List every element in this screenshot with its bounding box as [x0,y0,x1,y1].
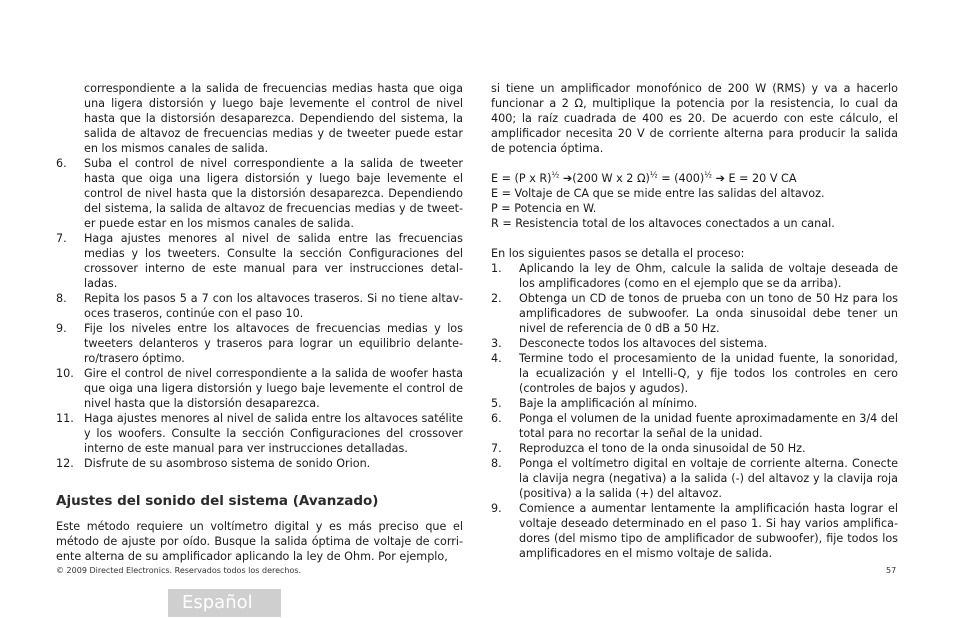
section-heading: Ajustes del sonido del sistema (Avanzado) [56,493,379,509]
step-text: Ponga el voltímetro digital en voltaje de corriente alterna. Conecte la clavija negra (negativa) a la salida (-) del altavoz y la clavija roja (positiva) a la salida (+) del altavoz. [519,457,898,500]
step-text: Termine todo el procesamiento de la unidad fuente, la sonoridad, la ecualización y el Intelli-Q, y fije todos los controles en cero (controles de bajos y agudos). [519,352,898,395]
ohm-formula [491,171,898,186]
formula-exponent: ½ [649,170,658,180]
step-number: 1. [491,262,502,275]
step-text: Reproduzca el tono de la onda sinusoidal de 50 Hz. [519,442,806,455]
list-item [56,366,463,411]
list-item [491,291,898,336]
step-text: Suba el control de nivel correspondiente a la salida de tweeter hasta que oiga una ligera distorsión y luego baje levemente el control de nivel hasta que la distorsión desaparezca. Dependiendo del sistema, la salida de altavoz de frecuencias medias y de tweet-er puede estar en los mismos canales de salida. [84,157,463,230]
list-item [491,261,898,291]
formula-exponent: ½ [704,170,713,180]
step-number: 8. [56,292,67,305]
steps-intro: En los siguientes pasos se detalla el proceso: [491,247,745,260]
left-column [56,81,463,564]
list-item [491,501,898,561]
step-text: Desconecte todos los altavoces del sistema. [519,337,768,350]
step-number: 7. [56,232,67,245]
step-number: 9. [56,322,67,335]
list-item [56,411,463,456]
formula-part: E = (P x R) [491,172,552,185]
step-text: Haga ajustes menores al nivel de salida entre las frecuencias medias y los tweeters. Consulte la sección Configuraciones del crossover interno de este manual para ver instrucciones detal-ladas. [84,232,463,290]
list-item [491,441,898,456]
step-number: 5. [491,397,502,410]
list-item [491,396,898,411]
definition-item: R = Resistencia total de los altavoces conectados a un canal. [491,217,835,230]
step-text: Disfrute de su asombroso sistema de sonido Orion. [84,457,371,470]
definition-item: P = Potencia en W. [491,202,597,215]
formula-exponent: ½ [551,170,560,180]
step-number: 6. [491,412,502,425]
definition-item: E = Voltaje de CA que se mide entre las salidas del altavoz. [491,187,825,200]
example-paragraph: si tiene un amplificador monofónico de 200 W (RMS) y va a hacerlo funcionar a 2 Ω, multiplique la potencia por la resistencia, lo cual da 400; la raíz cuadrada de 400 es 20. De acuerdo con este cálculo, el amplificador necesita 20 V de corriente alterna para producir la salida de potencia óptima. [491,82,898,155]
step-number: 4. [491,352,502,365]
step-number: 2. [491,292,502,305]
formula-part: = (400) [657,172,705,185]
list-item [491,411,898,441]
definition-list [491,186,898,231]
step-text: Fije los niveles entre los altavoces de frecuencias medias y los tweeters delanteros y traseros para lograr un equilibrio delante-ro/trasero óptimo. [84,322,463,365]
list-item [56,156,463,231]
step-text: Gire el control de nivel correspondiente a la salida de woofer hasta que oiga una ligera distorsión y luego baje levemente el control de nivel hasta que la distorsión desaparezca. [84,367,463,410]
section-paragraph: Este método requiere un voltímetro digital y es más preciso que el método de ajuste por oído. Busque la salida óptima de voltaje de corri-ente alterna de su amplificador aplicando la ley de Ohm. Por ejemplo, [56,520,463,563]
list-item [491,336,898,351]
page-number: 57 [886,566,897,575]
right-column [491,81,898,561]
step-number: 11. [56,412,74,425]
step-text: Comience a aumentar lentamente la amplificación hasta lograr el voltaje deseado determinado en el paso 1. Si hay varios amplifica-dores (del mismo tipo de amplificador de subwoofer), fije todos los amplificadores en el mismo voltaje de salida. [519,502,898,560]
formula-part: ➔ E = 20 V CA [712,172,797,185]
list-item [491,456,898,501]
step-number: 3. [491,337,502,350]
step-text: Baje la amplificación al mínimo. [519,397,698,410]
step-5-continuation: correspondiente a la salida de frecuencias medias hasta que oiga una ligera distorsión y luego baje levemente el control de nivel hasta que la distorsión desaparezca. Dependiendo del sistema, la salida de altavoz de frecuencias medias y de tweeter puede estar en los mismos canales de salida. [84,82,463,155]
list-item [56,321,463,366]
step-number: 6. [56,157,67,170]
step-number: 10. [56,367,74,380]
step-text: Ponga el volumen de la unidad fuente aproximadamente en 3/4 del total para no recortar la señal de la unidad. [519,412,898,440]
list-item [56,231,463,291]
step-number: 9. [491,502,502,515]
language-tab: Español [168,589,281,617]
step-number: 7. [491,442,502,455]
list-item [56,291,463,321]
step-number: 8. [491,457,502,470]
step-text: Aplicando la ley de Ohm, calcule la salida de voltaje deseada de los amplificadores (como en el ejemplo que se da arriba). [519,262,898,290]
copyright-notice: © 2009 Directed Electronics. Reservados todos los derechos. [56,566,302,575]
step-number: 12. [56,457,74,470]
formula-part: ➔(200 W x 2 Ω) [559,172,650,185]
step-text: Repita los pasos 5 a 7 con los altavoces traseros. Si no tiene altav-oces traseros, continúe con el paso 10. [84,292,463,320]
list-item [491,351,898,396]
right-steps-list [491,261,898,561]
step-text: Obtenga un CD de tonos de prueba con un tono de 50 Hz para los amplificadores de subwoofer. La onda sinusoidal debe tener un nivel de referencia de 0 dB a 50 Hz. [519,292,898,335]
left-steps-list [56,156,463,471]
list-item [56,456,463,471]
step-text: Haga ajustes menores al nivel de salida entre los altavoces satélite y los woofers. Consulte la sección Configuraciones del crossover interno de este manual para ver instrucciones detalladas. [84,412,463,455]
